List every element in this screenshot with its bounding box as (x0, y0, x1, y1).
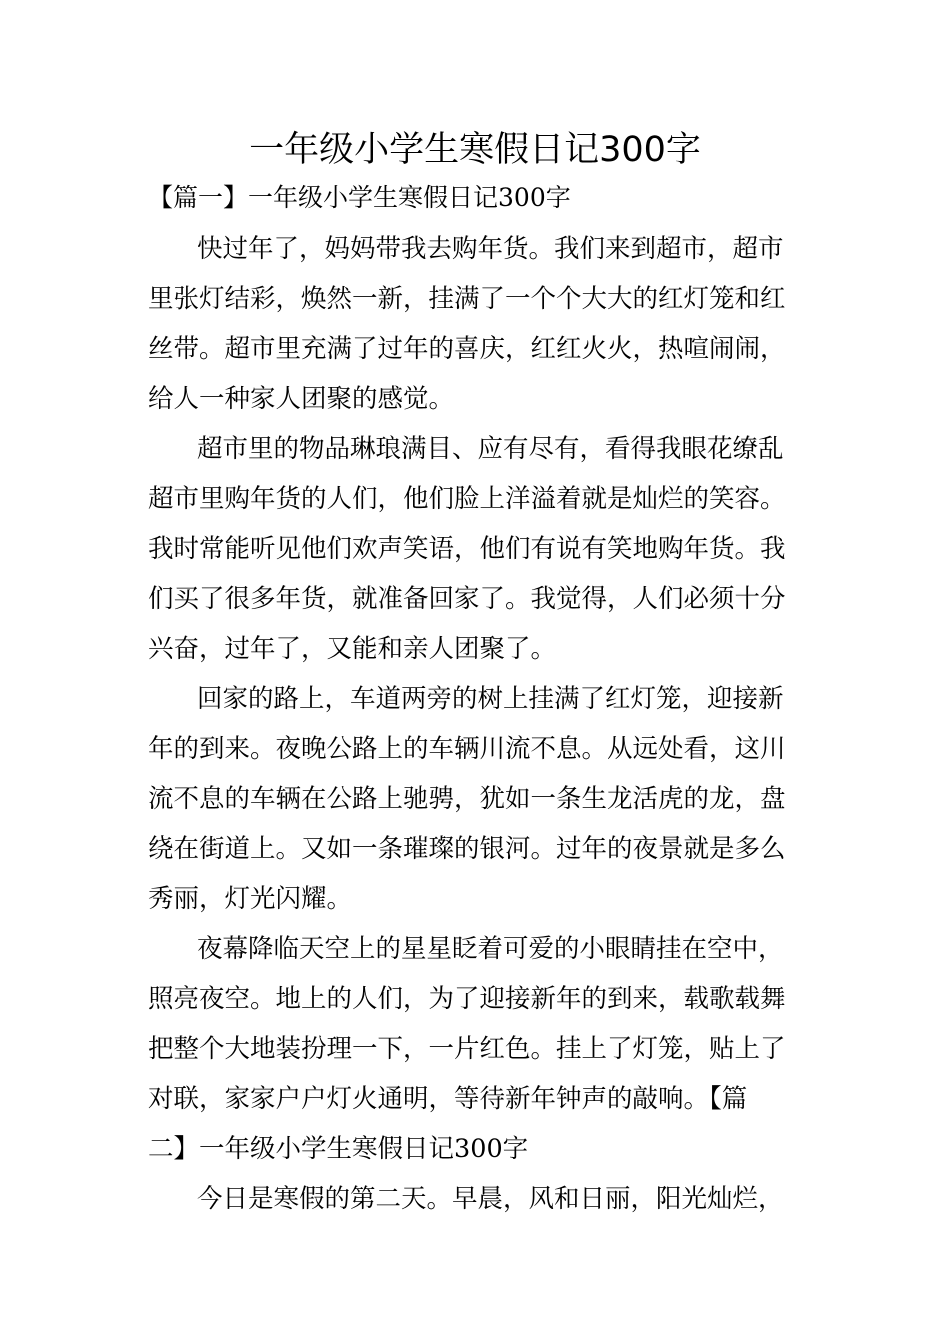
paragraph-line: 超市里购年货的人们，他们脸上洋溢着就是灿烂的笑容。 (148, 484, 786, 514)
paragraph-line: 兴奋，过年了，又能和亲人团聚了。 (148, 634, 557, 664)
paragraph-line: 给人一种家人团聚的感觉。 (148, 384, 455, 414)
paragraph-line: 秀丽，灯光闪耀。 (148, 884, 353, 914)
paragraph-line: 夜幕降临天空上的星星眨着可爱的小眼睛挂在空中， (197, 934, 784, 964)
paragraph-line: 我时常能听见他们欢声笑语，他们有说有笑地购年货。我 (148, 534, 786, 564)
paragraph-line: 二】一年级小学生寒假日记300字 (148, 1134, 529, 1164)
paragraph-line: 们买了很多年货，就准备回家了。我觉得，人们必须十分 (148, 584, 786, 614)
paragraph-line: 绕在街道上。又如一条璀璨的银河。过年的夜景就是多么 (148, 834, 786, 864)
paragraph-line: 把整个大地装扮理一下，一片红色。挂上了灯笼，贴上了 (148, 1034, 786, 1064)
paragraph-line: 年的到来。夜晚公路上的车辆川流不息。从远处看，这川 (148, 734, 786, 764)
paragraph-line: 快过年了，妈妈带我去购年货。我们来到超市，超市 (197, 234, 784, 264)
paragraph-line: 今日是寒假的第二天。早晨，风和日丽，阳光灿烂， (197, 1184, 784, 1214)
section-heading: 【篇一】一年级小学生寒假日记300字 (148, 183, 571, 212)
paragraph-line: 里张灯结彩，焕然一新，挂满了一个个大大的红灯笼和红 (148, 284, 786, 314)
paragraph-line: 对联，家家户户灯火通明，等待新年钟声的敲响。【篇 (148, 1084, 748, 1114)
paragraph-line: 超市里的物品琳琅满目、应有尽有，看得我眼花缭乱 (197, 434, 784, 464)
paragraph-line: 照亮夜空。地上的人们，为了迎接新年的到来，载歌载舞 (148, 984, 786, 1014)
paragraph-line: 回家的路上，车道两旁的树上挂满了红灯笼，迎接新 (197, 684, 784, 714)
paragraph-line: 丝带。超市里充满了过年的喜庆，红红火火，热喧闹闹， (148, 334, 786, 364)
document-title: 一年级小学生寒假日记300字 (249, 130, 701, 170)
document-body (148, 230, 808, 1230)
paragraph-line: 流不息的车辆在公路上驰骋，犹如一条生龙活虎的龙，盘 (148, 784, 786, 814)
